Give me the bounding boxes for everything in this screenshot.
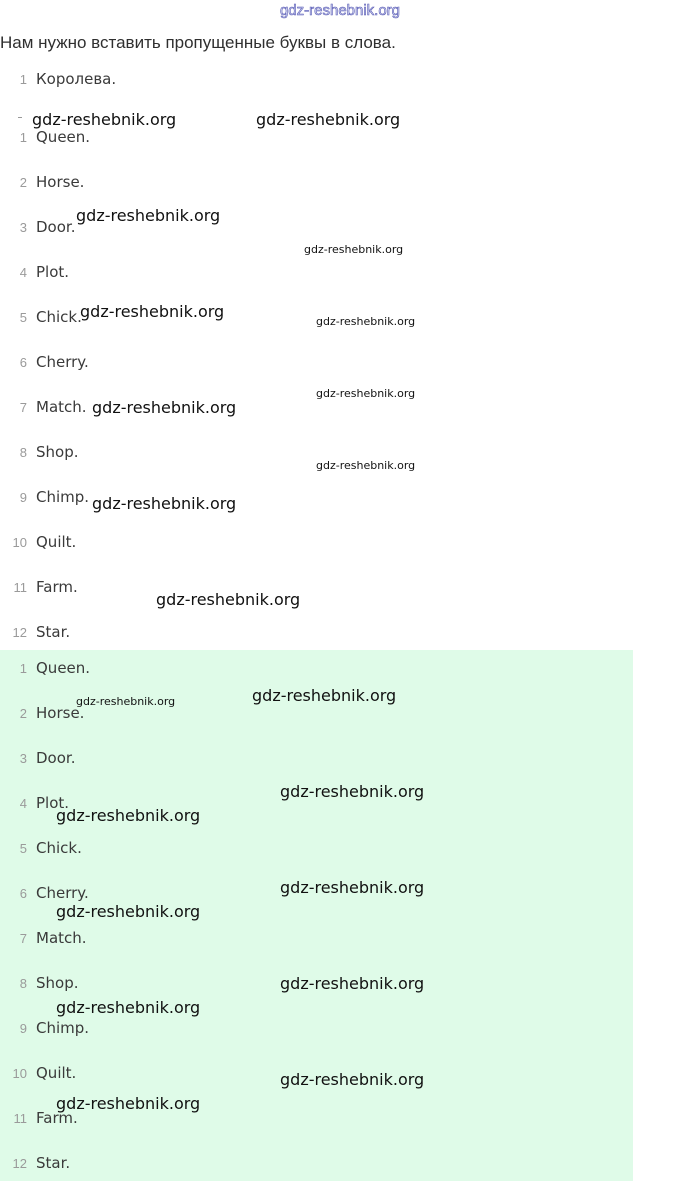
watermark: gdz-reshebnik.org xyxy=(256,110,401,129)
line-number: 7 xyxy=(19,399,27,415)
list-item xyxy=(0,395,87,419)
line-text: Shop. xyxy=(36,974,79,992)
line-text: Horse. xyxy=(36,173,85,191)
watermark: gdz-reshebnik.org xyxy=(56,902,201,921)
line-number: 9 xyxy=(19,489,27,505)
site-title-link[interactable]: gdz-reshebnik.org xyxy=(279,2,401,19)
line-number: 4 xyxy=(19,795,27,811)
line-text: Star. xyxy=(36,623,71,641)
watermark: gdz-reshebnik.org xyxy=(32,110,177,129)
watermark: gdz-reshebnik.org xyxy=(316,315,416,328)
list-item xyxy=(0,1151,70,1175)
watermark: gdz-reshebnik.org xyxy=(252,686,397,705)
list-item xyxy=(0,575,78,599)
watermark: gdz-reshebnik.org xyxy=(280,974,425,993)
line-number: 2 xyxy=(19,705,27,721)
line-number: 1 xyxy=(19,660,27,676)
watermark: gdz-reshebnik.org xyxy=(56,998,201,1017)
line-text: Королева. xyxy=(36,70,117,88)
line-text: Match. xyxy=(36,929,87,947)
list-item xyxy=(0,1061,76,1085)
line-number: 11 xyxy=(13,579,27,595)
divider-mark xyxy=(18,117,22,118)
line-number: 6 xyxy=(19,354,27,370)
list-item xyxy=(0,215,75,239)
watermark: gdz-reshebnik.org xyxy=(92,494,237,513)
list-item xyxy=(0,971,79,995)
watermark: gdz-reshebnik.org xyxy=(80,302,225,321)
line-text: Quilt. xyxy=(36,1064,77,1082)
list-item xyxy=(0,620,70,644)
line-number: 8 xyxy=(19,444,27,460)
line-text: Cherry. xyxy=(36,884,89,902)
watermark: gdz-reshebnik.org xyxy=(280,782,425,801)
list-item xyxy=(0,656,90,680)
line-text: Chimp. xyxy=(36,488,90,506)
line-text: Shop. xyxy=(36,443,79,461)
line-number: 1 xyxy=(19,129,27,145)
watermark: gdz-reshebnik.org xyxy=(56,806,201,825)
line-number: 6 xyxy=(19,885,27,901)
line-text: Queen. xyxy=(36,128,91,146)
line-text: Match. xyxy=(36,398,87,416)
watermark: gdz-reshebnik.org xyxy=(56,1094,201,1113)
watermark: gdz-reshebnik.org xyxy=(92,398,237,417)
line-text: Farm. xyxy=(36,578,78,596)
list-item xyxy=(0,1016,89,1040)
list-item xyxy=(0,350,89,374)
line-text: Plot. xyxy=(36,794,70,812)
list-item xyxy=(0,746,75,770)
line-number: 3 xyxy=(19,219,27,235)
line-number: 12 xyxy=(12,624,27,640)
line-number: 4 xyxy=(19,264,27,280)
line-number: 8 xyxy=(19,975,27,991)
translation-line xyxy=(0,67,116,91)
list-item xyxy=(0,926,87,950)
line-number: 10 xyxy=(12,1065,27,1081)
line-number: 11 xyxy=(13,1110,27,1126)
line-number: 12 xyxy=(12,1155,27,1171)
line-number: 5 xyxy=(19,309,27,325)
line-number: 3 xyxy=(19,750,27,766)
list-item xyxy=(0,530,76,554)
watermark: gdz-reshebnik.org xyxy=(280,878,425,897)
line-text: Quilt. xyxy=(36,533,77,551)
line-text: Chimp. xyxy=(36,1019,90,1037)
line-text: Plot. xyxy=(36,263,70,281)
watermark: gdz-reshebnik.org xyxy=(316,387,416,400)
list-item xyxy=(0,260,69,284)
watermark: gdz-reshebnik.org xyxy=(316,459,416,472)
line-number: 5 xyxy=(19,840,27,856)
line-text: Door. xyxy=(36,218,76,236)
task-intro: Нам нужно вставить пропущенные буквы в слова. xyxy=(0,33,396,52)
line-text: Horse. xyxy=(36,704,85,722)
list-item xyxy=(0,305,82,329)
list-item xyxy=(0,701,84,725)
line-number: 10 xyxy=(12,534,27,550)
watermark: gdz-reshebnik.org xyxy=(76,206,221,225)
list-item xyxy=(0,440,79,464)
watermark: gdz-reshebnik.org xyxy=(280,1070,425,1089)
line-text: Chick. xyxy=(36,839,82,857)
line-number: 2 xyxy=(19,174,27,190)
watermark: gdz-reshebnik.org xyxy=(304,243,404,256)
line-text: Door. xyxy=(36,749,76,767)
line-number: 7 xyxy=(19,930,27,946)
line-text: Farm. xyxy=(36,1109,78,1127)
line-text: Queen. xyxy=(36,659,91,677)
watermark: gdz-reshebnik.org xyxy=(76,695,176,708)
line-text: Chick. xyxy=(36,308,82,326)
list-item xyxy=(0,485,89,509)
line-number: 9 xyxy=(19,1020,27,1036)
line-number: 1 xyxy=(19,71,27,87)
line-text: Star. xyxy=(36,1154,71,1172)
list-item xyxy=(0,170,84,194)
list-item xyxy=(0,836,82,860)
line-text: Cherry. xyxy=(36,353,89,371)
watermark: gdz-reshebnik.org xyxy=(156,590,301,609)
